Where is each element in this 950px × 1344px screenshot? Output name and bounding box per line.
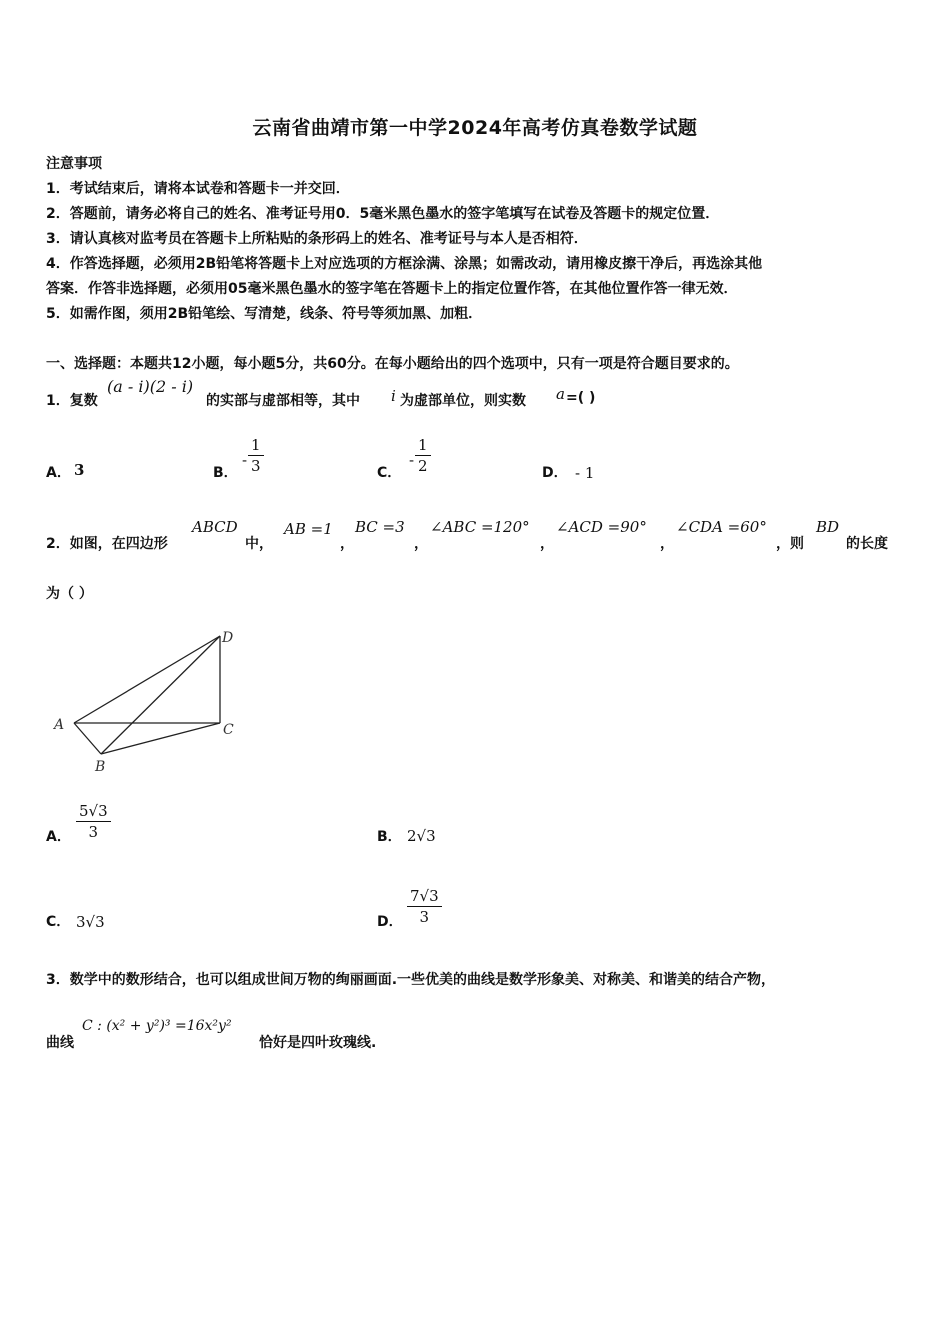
question-1-i: i — [391, 387, 396, 405]
fraction-numerator: 7√3 — [407, 886, 442, 907]
question-3-post: 恰好是四叶玫瑰线. — [259, 1035, 377, 1051]
question-2-bd: BD — [816, 518, 840, 536]
question-2-tail: 的长度 — [846, 536, 888, 552]
option-d-label: D． — [542, 465, 568, 481]
separator: ， — [414, 536, 428, 552]
notice-item: 答案．作答非选择题，必须用05毫米黑色墨水的签字笔在答题卡上的指定位置作答，在其他位置作答一律无效． — [46, 281, 738, 297]
separator: ， — [340, 536, 354, 552]
separator: ， — [540, 536, 554, 552]
question-1-end: =( ) — [566, 390, 596, 406]
question-1-a: a — [556, 385, 565, 403]
vertex-c-label: C — [223, 722, 234, 738]
option-d-value: - 1 — [575, 464, 595, 482]
option-a-label: A． — [46, 465, 71, 481]
page-title: 云南省曲靖市第一中学2024年高考仿真卷数学试题 — [252, 117, 698, 139]
fraction-numerator: 1 — [248, 435, 264, 456]
option-a-value: 3 — [74, 461, 85, 479]
option-c-sign: - — [409, 451, 415, 469]
option-c-label: C． — [46, 914, 71, 930]
notice-item: 3．请认真核对监考员在答题卡上所粘贴的条形码上的姓名、准考证号与本人是否相符． — [46, 231, 588, 247]
question-2-in: 中， — [245, 536, 273, 552]
condition-abc: ∠ABC =120° — [430, 518, 530, 536]
vertex-d-label: D — [222, 630, 234, 646]
fraction-denominator: 3 — [419, 908, 430, 926]
notice-item: 4．作答选择题，必须用2B铅笔将答题卡上对应选项的方框涂满、涂黑；如需改动，请用橡皮擦干净后，再选涂其他 — [46, 256, 763, 272]
quadrilateral-figure — [40, 620, 250, 780]
fraction-denominator: 3 — [88, 823, 99, 841]
option-a-label: A． — [46, 829, 71, 845]
question-2-then: ，则 — [776, 536, 804, 552]
question-3-line1: 3．数学中的数形结合，也可以组成世间万物的绚丽画面.一些优美的曲线是数学形象美、对称美、和谐美的结合产物， — [46, 972, 776, 988]
option-c-label: C． — [377, 465, 402, 481]
question-1-prefix: 1．复数 — [46, 393, 98, 409]
question-3-expression: C : (x² + y²)³ =16x²y² — [82, 1018, 232, 1034]
question-1-text: 的实部与虚部相等，其中 — [206, 393, 360, 409]
option-b-sign: - — [242, 451, 248, 469]
section-heading: 一、选择题：本题共12小题，每小题5分，共60分。在每小题给出的四个选项中，只有一项是符合题目要求的。 — [46, 356, 739, 372]
notice-heading: 注意事项 — [46, 156, 102, 172]
option-d-fraction — [407, 886, 442, 927]
option-d-label: D． — [377, 914, 403, 930]
question-2-line2: 为（ ） — [46, 586, 93, 602]
vertex-b-label: B — [95, 759, 106, 775]
question-2-prefix: 2．如图，在四边形 — [46, 536, 168, 552]
option-b-fraction — [248, 435, 264, 476]
line-ad — [74, 636, 220, 723]
question-3-prefix: 曲线 — [46, 1035, 74, 1051]
question-1-expression: (a - i)(2 - i) — [107, 377, 194, 396]
question-2-quad: ABCD — [192, 518, 238, 536]
question-1-text-2: 为虚部单位，则实数 — [400, 393, 526, 409]
fraction-numerator: 1 — [415, 435, 431, 456]
line-bc — [101, 723, 220, 754]
option-c-value: 3√3 — [76, 913, 105, 931]
vertex-a-label: A — [54, 717, 65, 733]
fraction-numerator: 5√3 — [76, 801, 111, 822]
notice-item: 2．答题前，请务必将自己的姓名、准考证号用0．5毫米黑色墨水的签字笔填写在试卷及答题卡的规定位置． — [46, 206, 720, 222]
option-c-fraction — [415, 435, 431, 476]
condition-ab: AB =1 — [284, 520, 333, 538]
condition-bc: BC =3 — [355, 518, 405, 536]
separator: ， — [660, 536, 674, 552]
notice-item: 5．如需作图，须用2B铅笔绘、写清楚，线条、符号等须加黑、加粗． — [46, 306, 483, 322]
fraction-denominator: 3 — [251, 457, 261, 475]
option-a-fraction — [76, 801, 111, 842]
condition-acd: ∠ACD =90° — [556, 518, 647, 536]
fraction-denominator: 2 — [418, 457, 428, 475]
line-ab — [74, 723, 101, 754]
option-b-value: 2√3 — [407, 827, 436, 845]
condition-cda: ∠CDA =60° — [676, 518, 767, 536]
notice-item: 1．考试结束后，请将本试卷和答题卡一并交回． — [46, 181, 350, 197]
option-b-label: B． — [213, 465, 238, 481]
line-bd — [101, 636, 220, 754]
option-b-label: B． — [377, 829, 402, 845]
